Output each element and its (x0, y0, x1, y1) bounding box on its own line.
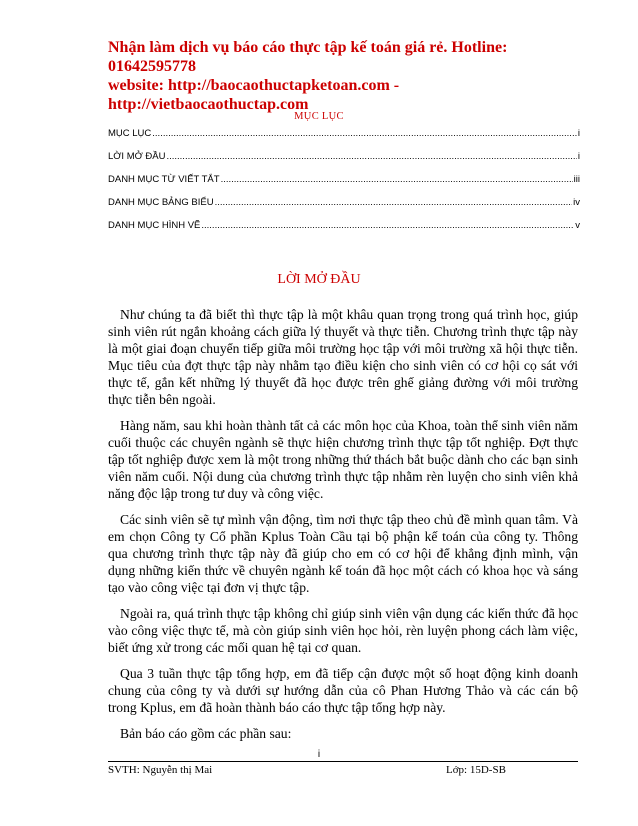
toc-entry-page: v (575, 220, 580, 231)
section-title: LỜI MỞ ĐẦU (277, 272, 361, 287)
promo-header-websites: website: http://baocaothuctapketoan.com - http://vietbaocaothuctap.com (108, 77, 400, 113)
toc-entry-page: iii (573, 174, 580, 185)
body-paragraph: Hàng năm, sau khi hoàn thành tất cả các môn học của Khoa, toàn thể sinh viên năm cuối thuộc các chuyên ngành sẽ thực hiện chương trình thực tập tốt nghiệp. Đợt thực tập tốt nghiệp được xem là một trong những thứ thách bắt buộc dành cho các bạn sinh viên năm cuối. Nội dung của chương trình thực tập nhằm rèn luyện cho sinh viên khả năng độc lập trong tư duy và công việc. (108, 418, 578, 501)
toc-entry-label: LỜI MỞ ĐẦU (108, 151, 166, 162)
body-text (108, 306, 578, 751)
body-paragraph: Bản báo cáo gồm các phần sau: (120, 726, 292, 741)
toc-entry[interactable] (108, 197, 580, 220)
toc-leader-dots (152, 128, 577, 140)
page-number: i (317, 749, 321, 760)
toc-entry-label: DANH MỤC BẢNG BIỂU (108, 197, 214, 208)
toc-entry-label: MỤC LỤC (108, 128, 152, 139)
toc-leader-dots (221, 174, 573, 186)
toc-entry-label: DANH MỤC HÌNH VẼ (108, 220, 201, 231)
toc-entry[interactable] (108, 174, 580, 197)
footer-class: Lớp: 15D-SB (446, 764, 506, 776)
toc-entry-page: i (577, 128, 580, 139)
toc-leader-dots (166, 151, 576, 163)
toc-entry[interactable] (108, 128, 580, 151)
toc-entry[interactable] (108, 151, 580, 174)
footer-divider (108, 761, 578, 762)
toc-entry[interactable] (108, 220, 580, 243)
toc-leader-dots (201, 220, 574, 232)
promo-header (108, 38, 578, 114)
toc-entry-page: iv (573, 197, 580, 208)
body-paragraph: Qua 3 tuần thực tập tổng hợp, em đã tiếp cận được một số hoạt động kinh doanh chung của công ty và dưới sự hướng dẫn của cô Phan Hương Thảo và các cán bộ trong Kplus, em đã hoàn thành báo cáo thực tập tổng hợp này. (108, 666, 578, 715)
table-of-contents (108, 128, 580, 243)
toc-entry-label: DANH MỤC TỪ VIẾT TẮT (108, 174, 220, 185)
promo-header-hotline: Nhận làm dịch vụ báo cáo thực tập kế toán giá rẻ. Hotline: 01642595778 (108, 39, 508, 75)
toc-leader-dots (215, 197, 573, 209)
body-paragraph: Ngoài ra, quá trình thực tập không chỉ giúp sinh viên vận dụng các kiến thức đã học vào công việc thực tế, mà còn giúp sinh viên học hỏi, rèn luyện phong cách làm việc, biết ứng xử trong các mối quan hệ tại cơ quan. (108, 606, 578, 655)
toc-entry-page: i (577, 151, 580, 162)
footer-student: SVTH: Nguyễn thị Mai (108, 764, 213, 776)
body-paragraph: Như chúng ta đã biết thì thực tập là một khâu quan trọng trong quá trình học, giúp sinh viên rút ngắn khoảng cách giữa lý thuyết và thực tiễn. Chương trình thực tập này là một giai đoạn chuyển tiếp giữa môi trường học tập với môi trường xã hội thực tiễn. Mục tiêu của đợt thực tập này nhằm tạo điều kiện cho sinh viên có cơ hội cọ sát với thực tế, gắn kết những lý thuyết đã học được trên ghế giảng đường với môi trường thực tiễn bên ngoài. (108, 307, 578, 407)
toc-title: MỤC LỤC (294, 111, 344, 122)
body-paragraph: Các sinh viên sẽ tự mình vận động, tìm nơi thực tập theo chủ đề mình quan tâm. Và em chọn Công ty Cổ phần Kplus Toàn Cầu tại bộ phận kế toán của công ty. Thông qua chương trình thực tập này đã giúp cho em có cơ hội để khẳng định mình, vận dụng những kiến thức về chuyên ngành kế toán đã học một cách có khoa học và sáng tạo vào công việc tại đơn vị thực tập. (108, 512, 578, 595)
